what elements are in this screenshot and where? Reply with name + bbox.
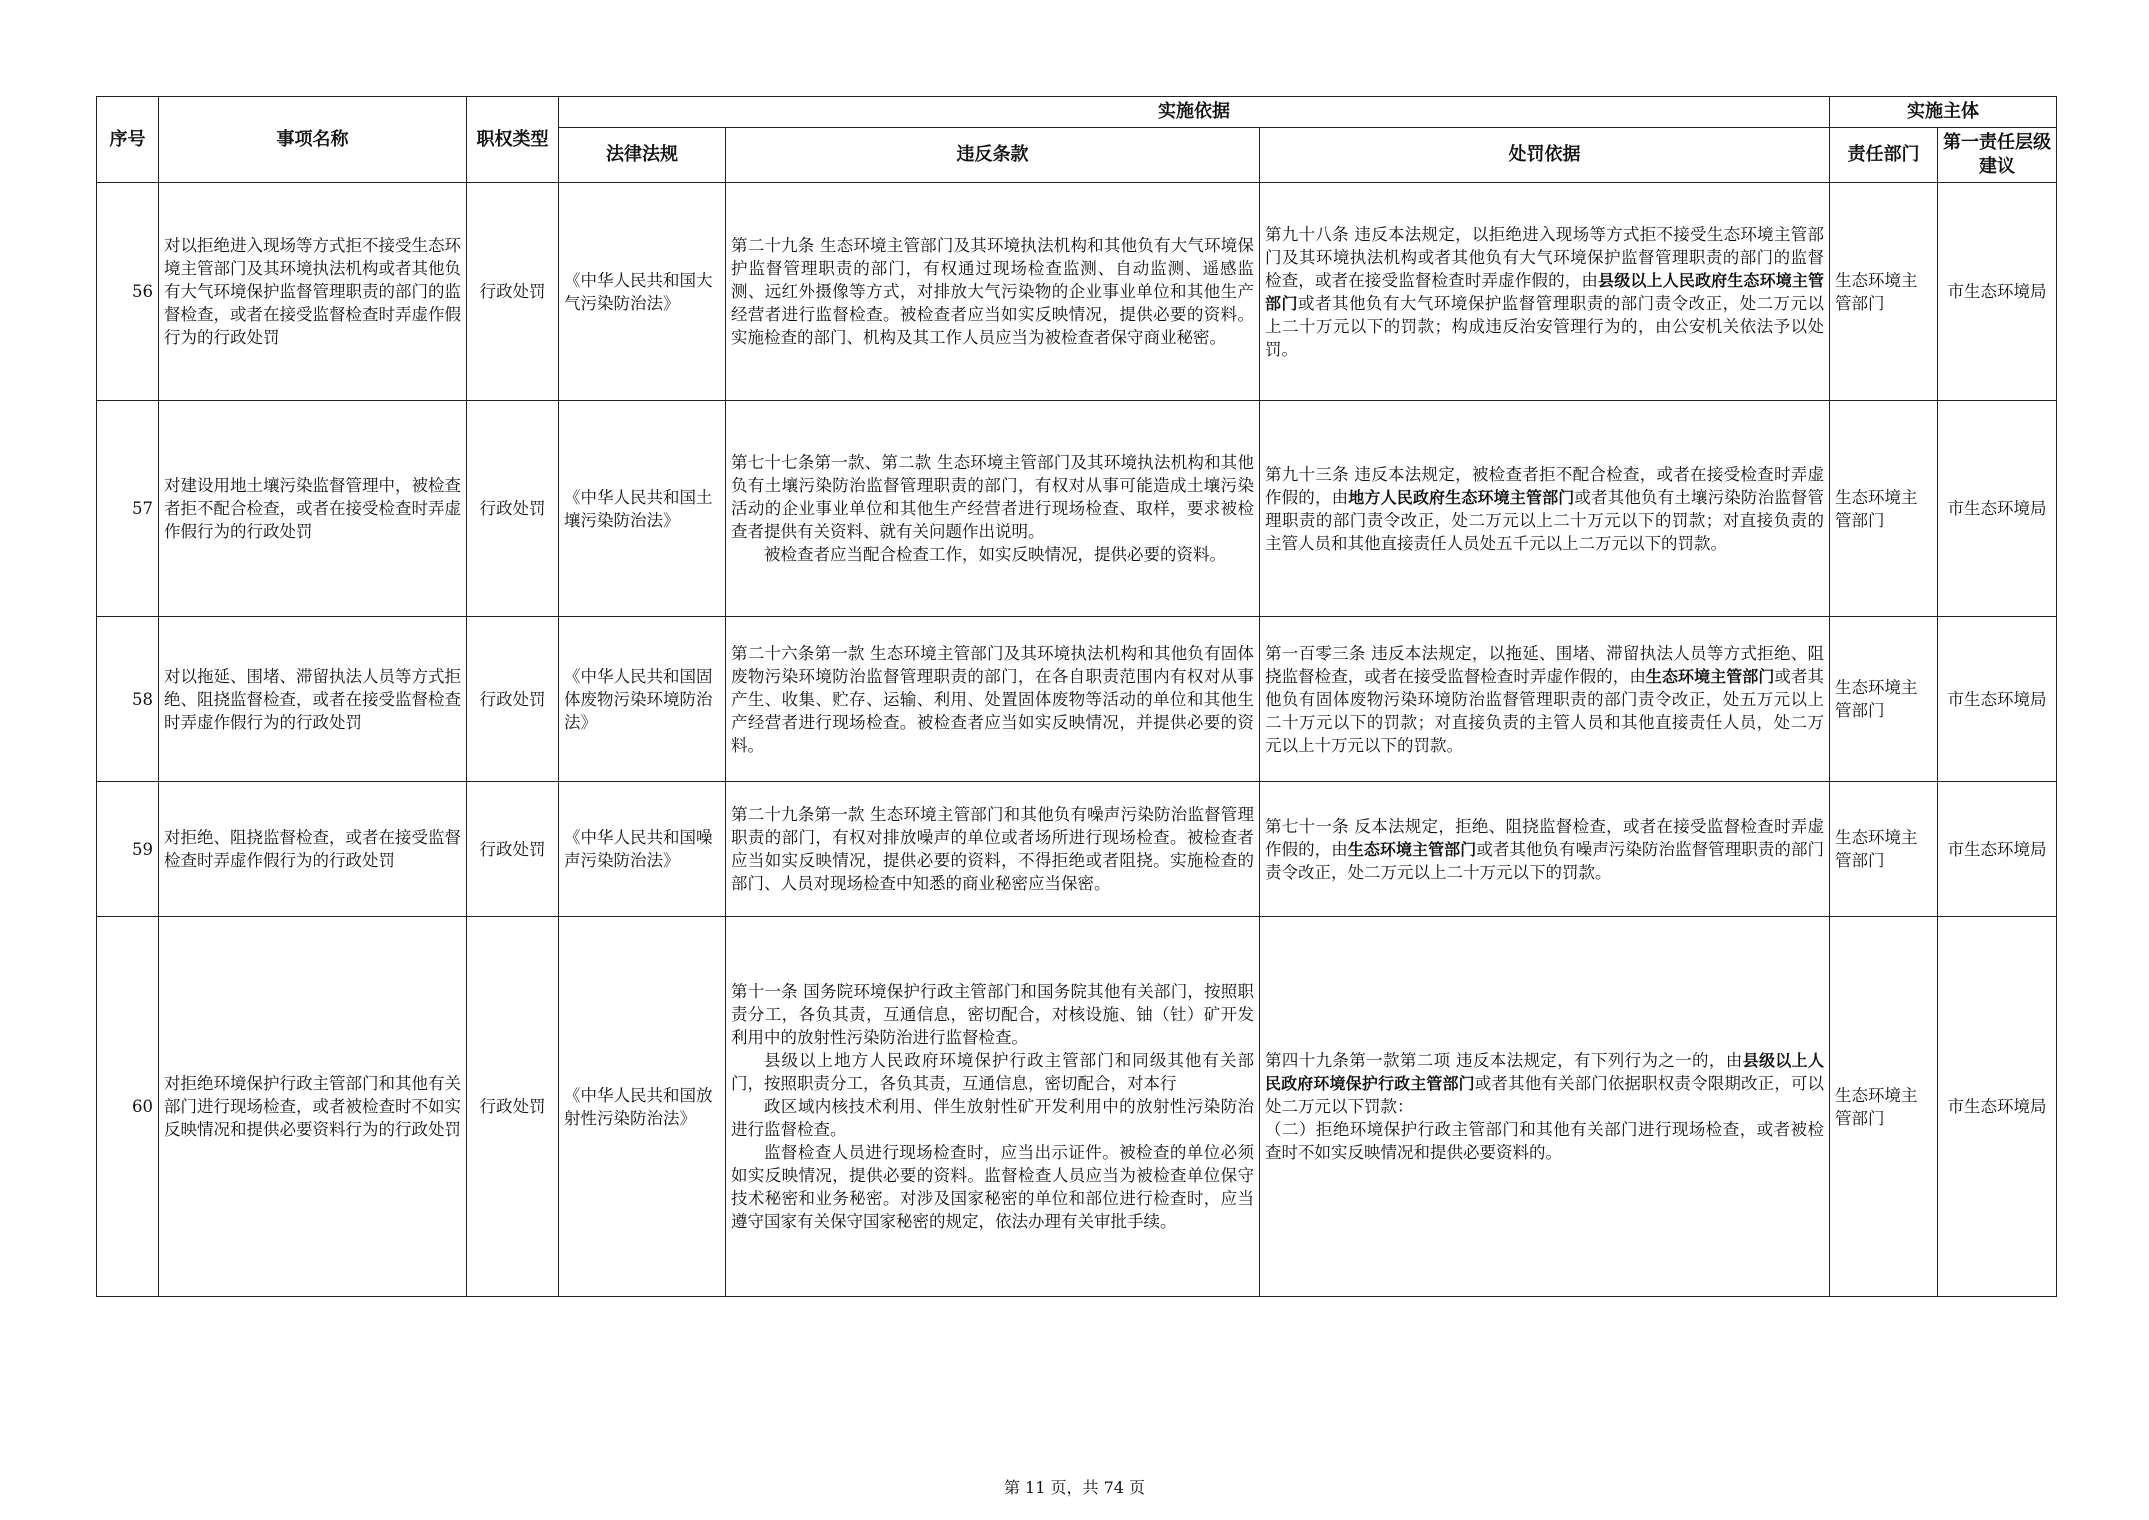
penalty-text-pre: 第七十一条 反本法规定，拒绝、阻挠监督检查，或者在接受监督检查时弄虚作假的，由 (1265, 816, 1825, 859)
row-seq: 59 (97, 782, 159, 917)
row-seq: 57 (97, 401, 159, 617)
penalty-text (1265, 815, 1824, 884)
penalty-text-post: 或者其他负有大气环境保护监督管理职责的部门责令改正，处二万元以上二十万元以下的罚款；构成违反治安管理行为的，由公安机关依法予以处罚。 (1265, 293, 1825, 359)
row-violation-clause (726, 183, 1260, 401)
row-responsible-dept: 生态环境主管部门 (1830, 401, 1938, 617)
row-penalty-basis (1260, 782, 1830, 917)
row-violation-clause (726, 617, 1260, 782)
penalty-authority: 县级以上人民政府生态环境主管部门 (1265, 270, 1825, 313)
header-type: 职权类型 (467, 97, 559, 183)
row-law: 《中华人民共和国土壤污染防治法》 (559, 401, 726, 617)
row-responsibility-level: 市生态环境局 (1938, 782, 2057, 917)
enforcement-table (96, 96, 2057, 1297)
header-name: 事项名称 (159, 97, 467, 183)
header-subject-group: 实施主体 (1830, 97, 2057, 128)
row-responsibility-level: 市生态环境局 (1938, 401, 2057, 617)
penalty-authority: 生态环境主管部门 (1645, 666, 1775, 686)
row-responsible-dept: 生态环境主管部门 (1830, 782, 1938, 917)
row-penalty-basis (1260, 401, 1830, 617)
penalty-text-extra: （二）拒绝环境保护行政主管部门和其他有关部门进行现场检查，或者被检查时不如实反映情况和提供必要资料的。 (1265, 1120, 1825, 1162)
row-power-type: 行政处罚 (467, 183, 559, 401)
penalty-text-post: 或者其他负有固体废物污染环境防治监督管理职责的部门责令改正，处五万元以上二十万元以下的罚款；对直接负责的主管人员和其他直接责任人员，处二万元以上十万元以下的罚款。 (1265, 666, 1825, 755)
row-power-type: 行政处罚 (467, 617, 559, 782)
row-law: 《中华人民共和国噪声污染防治法》 (559, 782, 726, 917)
table-row (97, 183, 2057, 401)
penalty-text-pre: 第九十八条 违反本法规定，以拒绝进入现场等方式拒不接受生态环境主管部门及其环境执法机构或者其他负有大气环境保护监督管理职责的部门的监督检查，或者在接受监督检查时弄虚作假的，由 (1265, 224, 1825, 290)
clause-paragraph: 第十一条 国务院环境保护行政主管部门和国务院其他有关部门，按照职责分工，各负其责，互通信息，密切配合，对核设施、铀（钍）矿开发利用中的放射性污染防治进行监督检查。 (731, 982, 1254, 1047)
table-row (97, 917, 2057, 1297)
row-law: 《中华人民共和国放射性污染防治法》 (559, 917, 726, 1297)
penalty-text-post: 或者其他有关部门依据职权责令限期改正，可以处二万元以下罚款： (1265, 1074, 1825, 1116)
row-item-name: 对建设用地土壤污染监督管理中，被检查者拒不配合检查，或者在接受检查时弄虚作假行为的行政处罚 (159, 401, 467, 617)
row-law: 《中华人民共和国大气污染防治法》 (559, 183, 726, 401)
row-responsible-dept: 生态环境主管部门 (1830, 617, 1938, 782)
penalty-text (1265, 463, 1824, 555)
row-violation-clause (726, 401, 1260, 617)
header-dept: 责任部门 (1830, 128, 1938, 183)
header-basis-group: 实施依据 (559, 97, 1830, 128)
table-row (97, 617, 2057, 782)
penalty-text (1265, 642, 1824, 757)
row-item-name: 对拒绝环境保护行政主管部门和其他有关部门进行现场检查，或者被检查时不如实反映情况和提供必要资料行为的行政处罚 (159, 917, 467, 1297)
penalty-text-post: 或者其他负有土壤污染防治监督管理职责的部门责令改正，处二万元以上二十万元以下的罚款；对直接负责的主管人员和其他直接责任人员处五千元以上二万元以下的罚款。 (1265, 487, 1825, 553)
penalty-text-pre: 第一百零三条 违反本法规定，以拖延、围堵、滞留执法人员等方式拒绝、阻挠监督检查，或者在接受监督检查时弄虚作假的，由 (1265, 643, 1825, 686)
clause-paragraph: 县级以上地方人民政府环境保护行政主管部门和同级其他有关部门，按照职责分工，各负其责，互通信息，密切配合，对本行 (731, 1051, 1254, 1093)
row-power-type: 行政处罚 (467, 401, 559, 617)
clause-paragraph: 监督检查人员进行现场检查时，应当出示证件。被检查的单位必须如实反映情况，提供必要的资料。监督检查人员应当为被检查单位保守技术秘密和业务秘密。对涉及国家秘密的单位和部位进行检查时，应当遵守国家有关保守国家秘密的规定，依法办理有关审批手续。 (731, 1143, 1254, 1231)
table-row (97, 782, 2057, 917)
row-law: 《中华人民共和国固体废物污染环境防治法》 (559, 617, 726, 782)
clause-paragraph: 政区域内核技术利用、伴生放射性矿开发利用中的放射性污染防治进行监督检查。 (731, 1097, 1254, 1139)
penalty-text-pre: 第四十九条第一款第二项 违反本法规定，有下列行为之一的，由 (1265, 1051, 1743, 1070)
header-penalty: 处罚依据 (1260, 128, 1830, 183)
penalty-authority: 地方人民政府生态环境主管部门 (1348, 487, 1575, 507)
penalty-text (1265, 1049, 1824, 1118)
row-penalty-basis (1260, 183, 1830, 401)
row-penalty-basis (1260, 917, 1830, 1297)
clause-paragraph: 第二十九条 生态环境主管部门及其环境执法机构和其他负有大气环境保护监督管理职责的部门，有权通过现场检查监测、自动监测、遥感监测、远红外摄像等方式，对排放大气污染物的企业事业单位和其他生产经营者进行监督检查。被检查者应当如实反映情况，提供必要的资料。实施检查的部门、机构及其工作人员应当为被检查者保守商业秘密。 (731, 236, 1254, 347)
page-footer: 第 11 页，共 74 页 (1003, 1478, 1146, 1497)
penalty-text-pre: 第九十三条 违反本法规定，被检查者拒不配合检查，或者在接受检查时弄虚作假的，由 (1265, 464, 1825, 507)
row-responsibility-level: 市生态环境局 (1938, 617, 2057, 782)
clause-paragraph: 被检查者应当配合检查工作，如实反映情况，提供必要的资料。 (764, 545, 1226, 564)
row-responsible-dept: 生态环境主管部门 (1830, 917, 1938, 1297)
header-clause: 违反条款 (726, 128, 1260, 183)
row-item-name: 对以拒绝进入现场等方式拒不接受生态环境主管部门及其环境执法机构或者其他负有大气环境保护监督管理职责的部门的监督检查，或者在接受监督检查时弄虚作假行为的行政处罚 (159, 183, 467, 401)
row-power-type: 行政处罚 (467, 917, 559, 1297)
table-row (97, 401, 2057, 617)
row-seq: 60 (97, 917, 159, 1297)
row-violation-clause (726, 782, 1260, 917)
row-responsibility-level: 市生态环境局 (1938, 917, 2057, 1297)
row-responsible-dept: 生态环境主管部门 (1830, 183, 1938, 401)
clause-paragraph: 第二十九条第一款 生态环境主管部门和其他负有噪声污染防治监督管理职责的部门，有权对排放噪声的单位或者场所进行现场检查。被检查者应当如实反映情况，提供必要的资料，不得拒绝或者阻挠。实施检查的部门、人员对现场检查中知悉的商业秘密应当保密。 (731, 805, 1254, 893)
row-power-type: 行政处罚 (467, 782, 559, 917)
header-law: 法律法规 (559, 128, 726, 183)
row-violation-clause (726, 917, 1260, 1297)
penalty-authority: 生态环境主管部门 (1347, 839, 1477, 859)
clause-paragraph: 第七十七条第一款、第二款 生态环境主管部门及其环境执法机构和其他负有土壤污染防治监督管理职责的部门，有权对从事可能造成土壤污染活动的企业事业单位和其他生产经营者进行现场检查、取样，要求被检查者提供有关资料、就有关问题作出说明。 (731, 453, 1254, 541)
header-level: 第一责任层级建议 (1938, 128, 2057, 183)
row-seq: 56 (97, 183, 159, 401)
row-item-name: 对以拖延、围堵、滞留执法人员等方式拒绝、阻挠监督检查，或者在接受监督检查时弄虚作假行为的行政处罚 (159, 617, 467, 782)
header-seq: 序号 (97, 97, 159, 183)
row-item-name: 对拒绝、阻挠监督检查，或者在接受监督检查时弄虚作假行为的行政处罚 (159, 782, 467, 917)
clause-paragraph: 第二十六条第一款 生态环境主管部门及其环境执法机构和其他负有固体废物污染环境防治监督管理职责的部门，在各自职责范围内有权对从事产生、收集、贮存、运输、利用、处置固体废物等活动的单位和其他生产经营者进行现场检查。被检查者应当如实反映情况，并提供必要的资料。 (731, 643, 1254, 755)
row-responsibility-level: 市生态环境局 (1938, 183, 2057, 401)
penalty-text-post: 或者其他负有噪声污染防治监督管理职责的部门责令改正，处二万元以上二十万元以下的罚款。 (1265, 839, 1825, 882)
row-seq: 58 (97, 617, 159, 782)
penalty-authority: 县级以上人民政府环境保护行政主管部门 (1265, 1051, 1825, 1093)
row-penalty-basis (1260, 617, 1830, 782)
penalty-text (1265, 223, 1824, 361)
